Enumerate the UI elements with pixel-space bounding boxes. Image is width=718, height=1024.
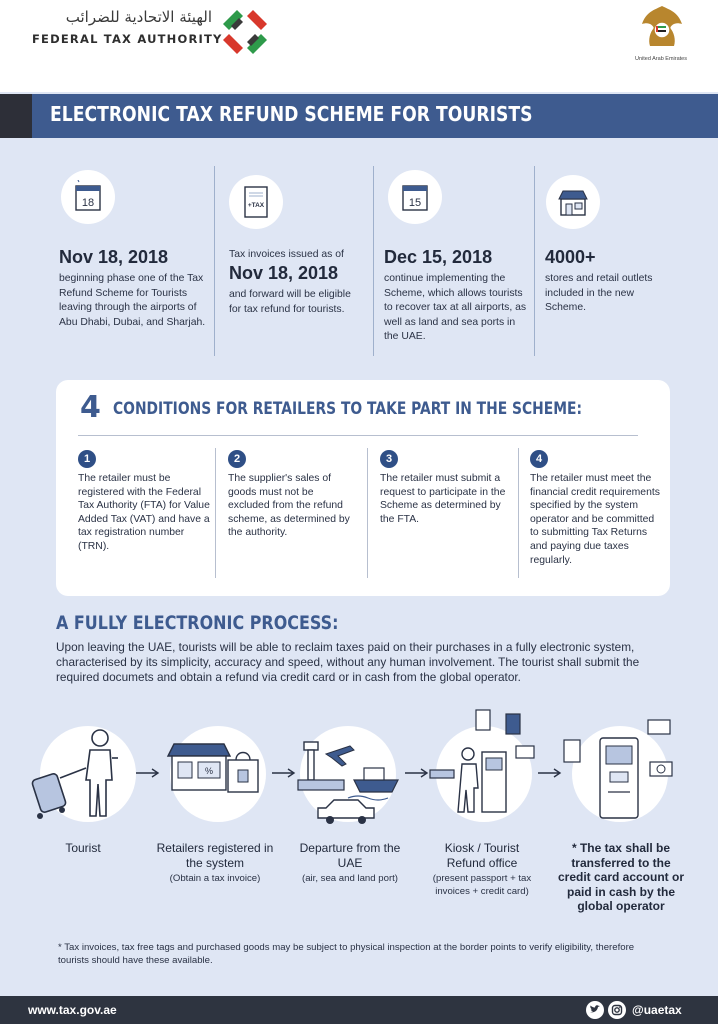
fta-arabic-title: الهيئة الاتحادية للضرائب [65,8,212,26]
stat-2-headline: Nov 18, 2018 [229,263,339,283]
step-label: Tourist [65,841,101,855]
condition-3-text: The retailer must submit a request to participate in the Scheme as determined by the FTA. [380,473,506,525]
retail-store-icon [168,742,268,802]
uae-emblem-icon [640,2,684,54]
condition-1-text: The retailer must be registered with the Federal Tax Authority (FTA) for Value Added Tax (VAT) and have a tax registration number (TRN). [78,473,210,552]
calendar-icon [388,170,442,224]
arrow-right-icon [272,768,296,778]
stat-2-pre: Tax invoices issued as of [229,249,344,260]
process-description: Upon leaving the UAE, tourists will be able to reclaim taxes paid on their purchases in a fully electronic system, characterised by its simplicity, accuracy and speed, without any human involvement. The tourist shall submit the required documets and obtain a refund via credit card or in cash from the global operator. [56,640,640,685]
store-icon [546,175,600,229]
stat-divider [373,166,374,356]
step-label: Retailers registered in the system [156,841,274,870]
calendar-day-text: 15 [408,197,422,209]
arrow-right-icon [136,768,160,778]
twitter-icon[interactable] [586,1001,604,1019]
social-handle[interactable]: @uaetax [632,1003,682,1017]
condition-badge: 3 [380,450,398,468]
banner-accent [0,94,32,138]
tourist-icon [30,724,140,824]
stat-3-text: continue implementing the Scheme, which allows tourists to recover tax at all airports, as well as land and sea ports in the UAE. [384,273,527,342]
fta-logo-icon [212,2,278,62]
stat-4-text: stores and retail outlets included in the new Scheme. [545,273,653,313]
condition-divider [518,448,519,578]
conditions-title: CONDITIONS FOR RETAILERS TO TAKE PART IN THE SCHEME: [113,399,583,418]
calendar-day-text: 18 [81,197,95,209]
tax-invoice-icon [229,175,283,229]
conditions-number: 4 [80,390,101,425]
stat-divider [534,166,535,356]
condition-divider [215,448,216,578]
uae-emblem-caption: United Arab Emirates [635,56,687,62]
step-label: Kiosk / Tourist Refund office [444,841,520,870]
condition-4-text: The retailer must meet the financial credit requirements specified by the system operator and be committed to submitting Tax Returns and paying due taxes regularly. [530,473,660,566]
instagram-icon[interactable] [608,1001,626,1019]
stat-4-headline: 4000+ [545,247,596,267]
stat-2-text: and forward will be eligible for tax refund for tourists. [229,289,351,315]
tax-invoice-text: +TAX [247,202,265,209]
atm-icon [560,712,690,822]
condition-badge: 1 [78,450,96,468]
condition-badge: 2 [228,450,246,468]
footnote: * Tax invoices, tax free tags and purchased goods may be subject to physical inspection at the border points to verify eligibility, therefore tourists should have these available. [58,942,635,966]
step-label: * The tax shall be transferred to the credit card account or paid in cash by the global operator [557,841,685,914]
condition-divider [367,448,368,578]
process-title: A FULLY ELECTRONIC PROCESS: [56,612,339,634]
step-label: Departure from the UAE [299,841,401,870]
stat-1-headline: Nov 18, 2018 [59,247,169,267]
stat-divider [214,166,215,356]
step-sub: (present passport + tax invoices + credit card) [432,873,532,897]
arrow-right-icon [538,768,562,778]
svg-text:%: % [204,766,214,776]
calendar-icon [61,170,115,224]
condition-badge: 4 [530,450,548,468]
fta-english-title: FEDERAL TAX AUTHORITY [32,32,223,46]
page-title: ELECTRONIC TAX REFUND SCHEME FOR TOURISTS [50,102,533,126]
stat-3-headline: Dec 15, 2018 [384,247,493,267]
step-sub: (air, sea and land port) [302,873,398,884]
kiosk-icon [424,708,544,818]
stat-1-text: beginning phase one of the Tax Refund Scheme for Tourists leaving through the airports of Abu Dhabi, Dubai, and Sharjah. [59,273,206,328]
departure-icon [298,742,408,828]
condition-2-text: The supplier's sales of goods must not be excluded from the refund scheme, as determined by the authority. [228,473,350,539]
website-link[interactable]: www.tax.gov.ae [28,1003,117,1017]
step-sub: (Obtain a tax invoice) [169,873,261,884]
conditions-divider [78,435,638,436]
